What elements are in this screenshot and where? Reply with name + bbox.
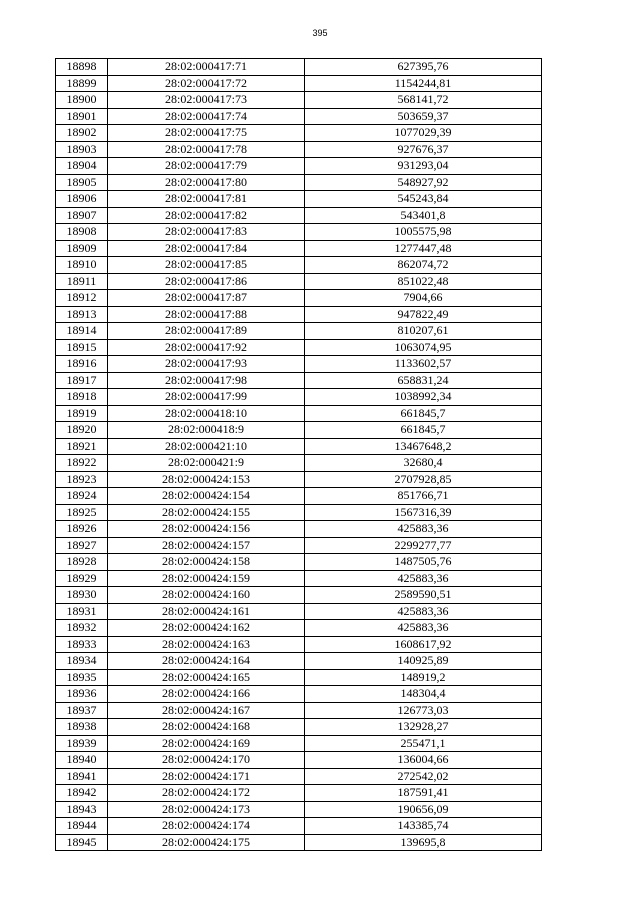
row-number-cell: 18942 (56, 785, 108, 802)
table-row (56, 273, 542, 290)
cadastral-value-cell: 272542,02 (305, 768, 542, 785)
cadastral-number-cell: 28:02:000424:175 (108, 834, 305, 851)
table-row (56, 455, 542, 472)
cadastral-value-cell: 148304,4 (305, 686, 542, 703)
table-row (56, 504, 542, 521)
row-number-cell: 18934 (56, 653, 108, 670)
row-number-cell: 18936 (56, 686, 108, 703)
row-number-cell: 18917 (56, 372, 108, 389)
cadastral-number-cell: 28:02:000424:172 (108, 785, 305, 802)
table-row (56, 75, 542, 92)
cadastral-number-cell: 28:02:000417:99 (108, 389, 305, 406)
table-row (56, 372, 542, 389)
cadastral-value-cell: 187591,41 (305, 785, 542, 802)
cadastral-value-cell: 425883,36 (305, 603, 542, 620)
table-row (56, 570, 542, 587)
row-number-cell: 18938 (56, 719, 108, 736)
row-number-cell: 18920 (56, 422, 108, 439)
cadastral-number-cell: 28:02:000417:84 (108, 240, 305, 257)
row-number-cell: 18906 (56, 191, 108, 208)
row-number-cell: 18945 (56, 834, 108, 851)
row-number-cell: 18925 (56, 504, 108, 521)
row-number-cell: 18912 (56, 290, 108, 307)
cadastral-number-cell: 28:02:000417:86 (108, 273, 305, 290)
cadastral-value-cell: 425883,36 (305, 570, 542, 587)
table-row (56, 306, 542, 323)
cadastral-value-cell: 1487505,76 (305, 554, 542, 571)
table-row (56, 92, 542, 109)
cadastral-value-cell: 7904,66 (305, 290, 542, 307)
row-number-cell: 18913 (56, 306, 108, 323)
cadastral-value-cell: 627395,76 (305, 59, 542, 76)
row-number-cell: 18898 (56, 59, 108, 76)
cadastral-value-cell: 1005575,98 (305, 224, 542, 241)
row-number-cell: 18937 (56, 702, 108, 719)
cadastral-number-cell: 28:02:000417:72 (108, 75, 305, 92)
cadastral-value-cell: 1277447,48 (305, 240, 542, 257)
cadastral-number-cell: 28:02:000424:156 (108, 521, 305, 538)
table-row (56, 653, 542, 670)
row-number-cell: 18932 (56, 620, 108, 637)
cadastral-number-cell: 28:02:000424:157 (108, 537, 305, 554)
table-row (56, 669, 542, 686)
table-row (56, 191, 542, 208)
table-row (56, 339, 542, 356)
row-number-cell: 18939 (56, 735, 108, 752)
cadastral-value-cell: 1608617,92 (305, 636, 542, 653)
table-row (56, 471, 542, 488)
table-row (56, 603, 542, 620)
table-row (56, 834, 542, 851)
cadastral-value-cell: 2589590,51 (305, 587, 542, 604)
cadastral-number-cell: 28:02:000417:98 (108, 372, 305, 389)
cadastral-value-cell: 931293,04 (305, 158, 542, 175)
table-row (56, 356, 542, 373)
cadastral-value-cell: 190656,09 (305, 801, 542, 818)
table-row (56, 389, 542, 406)
table-row (56, 818, 542, 835)
cadastral-value-table (55, 58, 542, 851)
cadastral-number-cell: 28:02:000417:93 (108, 356, 305, 373)
cadastral-number-cell: 28:02:000417:73 (108, 92, 305, 109)
table-row (56, 323, 542, 340)
cadastral-number-cell: 28:02:000424:164 (108, 653, 305, 670)
cadastral-value-cell: 661845,7 (305, 405, 542, 422)
table-row (56, 620, 542, 637)
table-row (56, 290, 542, 307)
cadastral-value-cell: 851766,71 (305, 488, 542, 505)
cadastral-value-cell: 132928,27 (305, 719, 542, 736)
row-number-cell: 18930 (56, 587, 108, 604)
cadastral-number-cell: 28:02:000417:74 (108, 108, 305, 125)
row-number-cell: 18910 (56, 257, 108, 274)
table-row (56, 174, 542, 191)
cadastral-value-cell: 32680,4 (305, 455, 542, 472)
cadastral-number-cell: 28:02:000424:165 (108, 669, 305, 686)
row-number-cell: 18923 (56, 471, 108, 488)
row-number-cell: 18926 (56, 521, 108, 538)
cadastral-number-cell: 28:02:000421:10 (108, 438, 305, 455)
table-body (56, 59, 542, 851)
row-number-cell: 18933 (56, 636, 108, 653)
cadastral-value-cell: 143385,74 (305, 818, 542, 835)
cadastral-value-cell: 545243,84 (305, 191, 542, 208)
cadastral-number-cell: 28:02:000424:160 (108, 587, 305, 604)
cadastral-number-cell: 28:02:000424:161 (108, 603, 305, 620)
cadastral-value-cell: 1567316,39 (305, 504, 542, 521)
cadastral-number-cell: 28:02:000424:163 (108, 636, 305, 653)
cadastral-value-cell: 543401,8 (305, 207, 542, 224)
table-row (56, 158, 542, 175)
table-row (56, 141, 542, 158)
cadastral-number-cell: 28:02:000424:154 (108, 488, 305, 505)
table-row (56, 801, 542, 818)
table-row (56, 554, 542, 571)
table-row (56, 537, 542, 554)
cadastral-value-cell: 126773,03 (305, 702, 542, 719)
table-row (56, 224, 542, 241)
table-row (56, 735, 542, 752)
row-number-cell: 18941 (56, 768, 108, 785)
table-row (56, 587, 542, 604)
row-number-cell: 18900 (56, 92, 108, 109)
cadastral-number-cell: 28:02:000424:174 (108, 818, 305, 835)
row-number-cell: 18907 (56, 207, 108, 224)
row-number-cell: 18908 (56, 224, 108, 241)
row-number-cell: 18929 (56, 570, 108, 587)
row-number-cell: 18935 (56, 669, 108, 686)
cadastral-value-cell: 548927,92 (305, 174, 542, 191)
row-number-cell: 18918 (56, 389, 108, 406)
cadastral-number-cell: 28:02:000424:153 (108, 471, 305, 488)
row-number-cell: 18911 (56, 273, 108, 290)
row-number-cell: 18922 (56, 455, 108, 472)
table-row (56, 438, 542, 455)
row-number-cell: 18940 (56, 752, 108, 769)
cadastral-value-cell: 568141,72 (305, 92, 542, 109)
cadastral-value-cell: 1154244,81 (305, 75, 542, 92)
cadastral-number-cell: 28:02:000418:9 (108, 422, 305, 439)
cadastral-value-cell: 13467648,2 (305, 438, 542, 455)
cadastral-number-cell: 28:02:000424:166 (108, 686, 305, 703)
row-number-cell: 18919 (56, 405, 108, 422)
cadastral-value-cell: 810207,61 (305, 323, 542, 340)
cadastral-number-cell: 28:02:000424:158 (108, 554, 305, 571)
cadastral-number-cell: 28:02:000417:92 (108, 339, 305, 356)
row-number-cell: 18944 (56, 818, 108, 835)
table-row (56, 752, 542, 769)
cadastral-value-cell: 1133602,57 (305, 356, 542, 373)
table-row (56, 636, 542, 653)
row-number-cell: 18915 (56, 339, 108, 356)
table-row (56, 59, 542, 76)
row-number-cell: 18924 (56, 488, 108, 505)
cadastral-number-cell: 28:02:000421:9 (108, 455, 305, 472)
cadastral-value-cell: 1038992,34 (305, 389, 542, 406)
cadastral-value-cell: 425883,36 (305, 521, 542, 538)
cadastral-number-cell: 28:02:000424:170 (108, 752, 305, 769)
cadastral-number-cell: 28:02:000424:155 (108, 504, 305, 521)
cadastral-value-cell: 503659,37 (305, 108, 542, 125)
cadastral-number-cell: 28:02:000417:75 (108, 125, 305, 142)
table-row (56, 108, 542, 125)
cadastral-value-cell: 2707928,85 (305, 471, 542, 488)
cadastral-number-cell: 28:02:000417:87 (108, 290, 305, 307)
table-row (56, 422, 542, 439)
row-number-cell: 18916 (56, 356, 108, 373)
cadastral-number-cell: 28:02:000424:162 (108, 620, 305, 637)
cadastral-number-cell: 28:02:000417:85 (108, 257, 305, 274)
table-row (56, 125, 542, 142)
cadastral-number-cell: 28:02:000417:78 (108, 141, 305, 158)
cadastral-value-cell: 140925,89 (305, 653, 542, 670)
row-number-cell: 18943 (56, 801, 108, 818)
cadastral-number-cell: 28:02:000424:169 (108, 735, 305, 752)
page-number: 395 (312, 28, 328, 38)
cadastral-value-cell: 148919,2 (305, 669, 542, 686)
cadastral-number-cell: 28:02:000424:159 (108, 570, 305, 587)
table-row (56, 257, 542, 274)
row-number-cell: 18921 (56, 438, 108, 455)
cadastral-value-cell: 862074,72 (305, 257, 542, 274)
table-row (56, 521, 542, 538)
cadastral-value-cell: 139695,8 (305, 834, 542, 851)
cadastral-value-cell: 255471,1 (305, 735, 542, 752)
row-number-cell: 18928 (56, 554, 108, 571)
table-row (56, 785, 542, 802)
table-row (56, 488, 542, 505)
row-number-cell: 18902 (56, 125, 108, 142)
table-row (56, 405, 542, 422)
cadastral-value-cell: 661845,7 (305, 422, 542, 439)
row-number-cell: 18899 (56, 75, 108, 92)
cadastral-number-cell: 28:02:000417:71 (108, 59, 305, 76)
row-number-cell: 18909 (56, 240, 108, 257)
row-number-cell: 18931 (56, 603, 108, 620)
cadastral-number-cell: 28:02:000424:173 (108, 801, 305, 818)
cadastral-value-cell: 1077029,39 (305, 125, 542, 142)
cadastral-number-cell: 28:02:000417:89 (108, 323, 305, 340)
table-row (56, 768, 542, 785)
row-number-cell: 18901 (56, 108, 108, 125)
cadastral-value-cell: 947822,49 (305, 306, 542, 323)
cadastral-value-cell: 851022,48 (305, 273, 542, 290)
row-number-cell: 18903 (56, 141, 108, 158)
cadastral-number-cell: 28:02:000417:83 (108, 224, 305, 241)
cadastral-number-cell: 28:02:000417:81 (108, 191, 305, 208)
cadastral-number-cell: 28:02:000417:80 (108, 174, 305, 191)
cadastral-value-cell: 1063074,95 (305, 339, 542, 356)
cadastral-value-cell: 2299277,77 (305, 537, 542, 554)
cadastral-value-cell: 927676,37 (305, 141, 542, 158)
cadastral-value-cell: 425883,36 (305, 620, 542, 637)
cadastral-value-cell: 658831,24 (305, 372, 542, 389)
cadastral-number-cell: 28:02:000424:171 (108, 768, 305, 785)
table-row (56, 207, 542, 224)
row-number-cell: 18914 (56, 323, 108, 340)
table-row (56, 702, 542, 719)
table-row (56, 719, 542, 736)
table-row (56, 686, 542, 703)
row-number-cell: 18905 (56, 174, 108, 191)
cadastral-number-cell: 28:02:000417:82 (108, 207, 305, 224)
cadastral-number-cell: 28:02:000424:167 (108, 702, 305, 719)
table-row (56, 240, 542, 257)
row-number-cell: 18904 (56, 158, 108, 175)
cadastral-value-cell: 136004,66 (305, 752, 542, 769)
cadastral-number-cell: 28:02:000424:168 (108, 719, 305, 736)
cadastral-number-cell: 28:02:000417:79 (108, 158, 305, 175)
row-number-cell: 18927 (56, 537, 108, 554)
cadastral-number-cell: 28:02:000417:88 (108, 306, 305, 323)
cadastral-number-cell: 28:02:000418:10 (108, 405, 305, 422)
